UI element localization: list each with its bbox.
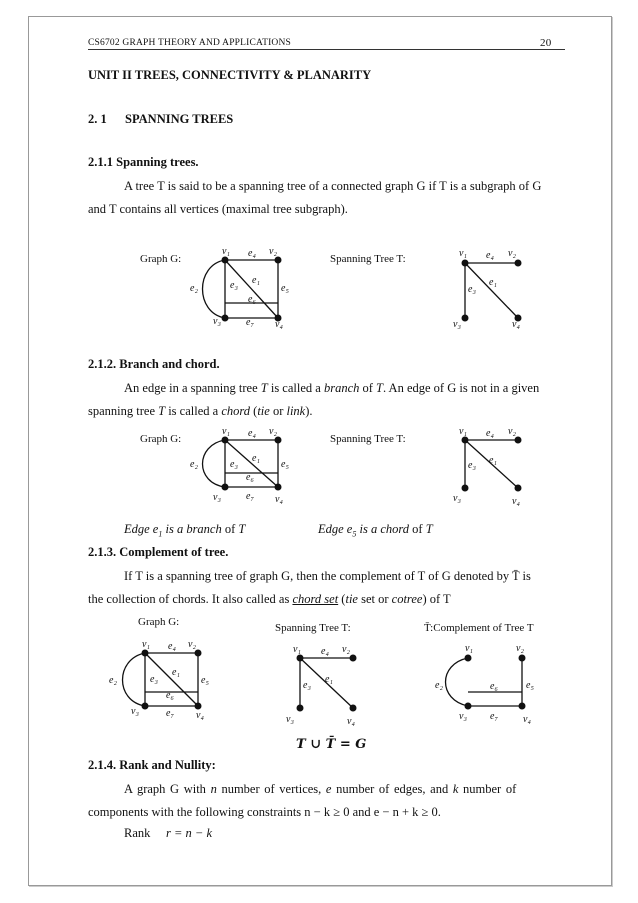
header-rule xyxy=(88,49,565,50)
s213-line1: If T is a spanning tree of graph G, then the complement of T of G denoted by T̄ is xyxy=(124,569,531,583)
svg-text:v₁: v₁ xyxy=(222,246,230,257)
svg-text:v₃: v₃ xyxy=(213,316,221,327)
heading-2-1-4: 2.1.4. Rank and Nullity: xyxy=(88,758,216,772)
svg-text:v₄: v₄ xyxy=(275,494,283,505)
svg-text:e₄: e₄ xyxy=(321,646,329,657)
svg-text:e₅: e₅ xyxy=(526,680,534,691)
running-header-title: CS6702 GRAPH THEORY AND APPLICATIONS xyxy=(88,38,292,48)
svg-text:e₁: e₁ xyxy=(489,455,497,466)
svg-text:v₄: v₄ xyxy=(196,710,204,721)
svg-text:v₄: v₄ xyxy=(512,319,520,330)
svg-text:e₃: e₃ xyxy=(150,674,158,685)
svg-text:v₁: v₁ xyxy=(142,639,150,650)
svg-text:e₁: e₁ xyxy=(172,667,180,678)
svg-text:e₄: e₄ xyxy=(168,641,176,652)
rank-label: Rank xyxy=(124,826,151,840)
rank-formula: r = n − k xyxy=(166,826,213,840)
svg-text:e₄: e₄ xyxy=(486,428,494,439)
svg-text:v₂: v₂ xyxy=(269,246,277,257)
svg-text:e₆: e₆ xyxy=(166,690,174,701)
s214-line2: components with the following constraints n − k ≥ 0 and e − n + k ≥ 0. xyxy=(88,805,441,819)
s211-line1: A tree T is said to be a spanning tree of a connected graph G if T is a subgraph of G xyxy=(124,179,542,193)
svg-text:v₂: v₂ xyxy=(342,644,350,655)
svg-text:e₇: e₇ xyxy=(490,711,498,722)
fig2-spanning-tree xyxy=(440,425,540,515)
fig3-graph-g xyxy=(100,635,220,725)
svg-text:e₇: e₇ xyxy=(246,317,254,328)
fig3-graph-label: Graph G: xyxy=(138,616,180,628)
svg-text:v₃: v₃ xyxy=(286,714,294,725)
svg-text:v₃: v₃ xyxy=(453,493,461,504)
s212-line1: An edge in a spanning tree T is called a branch of T. An edge of G is not in a given xyxy=(124,381,540,395)
caption-branch: Edge $e_1$ is a branch of T xyxy=(124,522,246,539)
s214-line1: A graph G with n number of vertices, e number of edges, and k number of xyxy=(124,782,517,796)
svg-text:v₁: v₁ xyxy=(459,426,467,437)
svg-text:v₃: v₃ xyxy=(453,319,461,330)
fig1-graph-g xyxy=(180,245,300,335)
svg-text:e₂: e₂ xyxy=(190,283,198,294)
svg-text:v₄: v₄ xyxy=(523,714,531,725)
svg-text:e₂: e₂ xyxy=(109,675,117,686)
svg-text:v₃: v₃ xyxy=(213,492,221,503)
fig2-graph-label: Graph G: xyxy=(140,433,182,445)
svg-text:v₂: v₂ xyxy=(188,639,196,650)
fig3-spanning-tree xyxy=(280,640,380,730)
svg-text:e₅: e₅ xyxy=(201,675,209,686)
fig2-graph-g xyxy=(180,425,300,515)
svg-text:e₆: e₆ xyxy=(248,294,256,305)
heading-2-1-1: 2.1.1 Spanning trees. xyxy=(88,155,199,169)
svg-text:e₃: e₃ xyxy=(303,680,311,691)
section-title: SPANNING TREES xyxy=(125,112,234,126)
svg-text:v₃: v₃ xyxy=(131,706,139,717)
svg-text:v₁: v₁ xyxy=(293,644,301,655)
fig1-spanning-tree xyxy=(440,245,540,335)
svg-text:v₂: v₂ xyxy=(508,248,516,259)
fig3-complement-tree xyxy=(430,640,550,730)
svg-text:e₁: e₁ xyxy=(325,674,333,685)
svg-text:e₂: e₂ xyxy=(190,459,198,470)
svg-text:e₁: e₁ xyxy=(252,275,260,286)
fig1-tree-label: Spanning Tree T: xyxy=(330,253,406,265)
svg-text:e₅: e₅ xyxy=(281,459,289,470)
fig3-tree-label: Spanning Tree T: xyxy=(275,622,351,634)
svg-text:v₂: v₂ xyxy=(508,426,516,437)
svg-text:v₄: v₄ xyxy=(275,319,283,330)
caption-chord: Edge $e_5$ is a chord of T xyxy=(318,522,433,539)
svg-text:e₃: e₃ xyxy=(230,280,238,291)
unit-title: UNIT II TREES, CONNECTIVITY & PLANARITY xyxy=(88,68,372,82)
svg-text:e₂: e₂ xyxy=(435,680,443,691)
section-number: 2. 1 xyxy=(88,112,107,126)
heading-2-1-2: 2.1.2. Branch and chord. xyxy=(88,357,220,371)
complement-label: T̄:Complement of Tree T xyxy=(424,622,534,634)
svg-text:e₇: e₇ xyxy=(246,491,254,502)
page-number: 20 xyxy=(540,37,552,49)
svg-text:e₁: e₁ xyxy=(489,277,497,288)
s211-line2: and T contains all vertices (maximal tree subgraph). xyxy=(88,202,348,216)
svg-text:v₂: v₂ xyxy=(269,426,277,437)
svg-text:e₅: e₅ xyxy=(281,283,289,294)
svg-text:v₄: v₄ xyxy=(347,716,355,727)
svg-text:e₇: e₇ xyxy=(166,708,174,719)
svg-text:v₂: v₂ xyxy=(516,643,524,654)
svg-text:e₁: e₁ xyxy=(252,453,260,464)
fig1-graph-label: Graph G: xyxy=(140,253,182,265)
svg-text:e₃: e₃ xyxy=(230,459,238,470)
svg-text:v₃: v₃ xyxy=(459,711,467,722)
heading-2-1-3: 2.1.3. Complement of tree. xyxy=(88,545,229,559)
svg-text:e₃: e₃ xyxy=(468,460,476,471)
svg-text:e₃: e₃ xyxy=(468,284,476,295)
union-formula: T ∪ T̄ = G xyxy=(296,737,367,752)
s213-line2: the collection of chords. It also called as chord set (tie set or cotree) of T xyxy=(88,592,451,606)
svg-text:e₄: e₄ xyxy=(248,428,256,439)
svg-text:v₁: v₁ xyxy=(459,248,467,259)
svg-text:e₄: e₄ xyxy=(486,250,494,261)
svg-text:v₄: v₄ xyxy=(512,496,520,507)
svg-text:e₆: e₆ xyxy=(246,472,254,483)
svg-text:e₄: e₄ xyxy=(248,248,256,259)
svg-text:e₆: e₆ xyxy=(490,681,498,692)
svg-text:v₁: v₁ xyxy=(222,426,230,437)
s212-line2: spanning tree T is called a chord (tie or link). xyxy=(88,404,313,418)
fig2-tree-label: Spanning Tree T: xyxy=(330,433,406,445)
svg-text:v₁: v₁ xyxy=(465,643,473,654)
